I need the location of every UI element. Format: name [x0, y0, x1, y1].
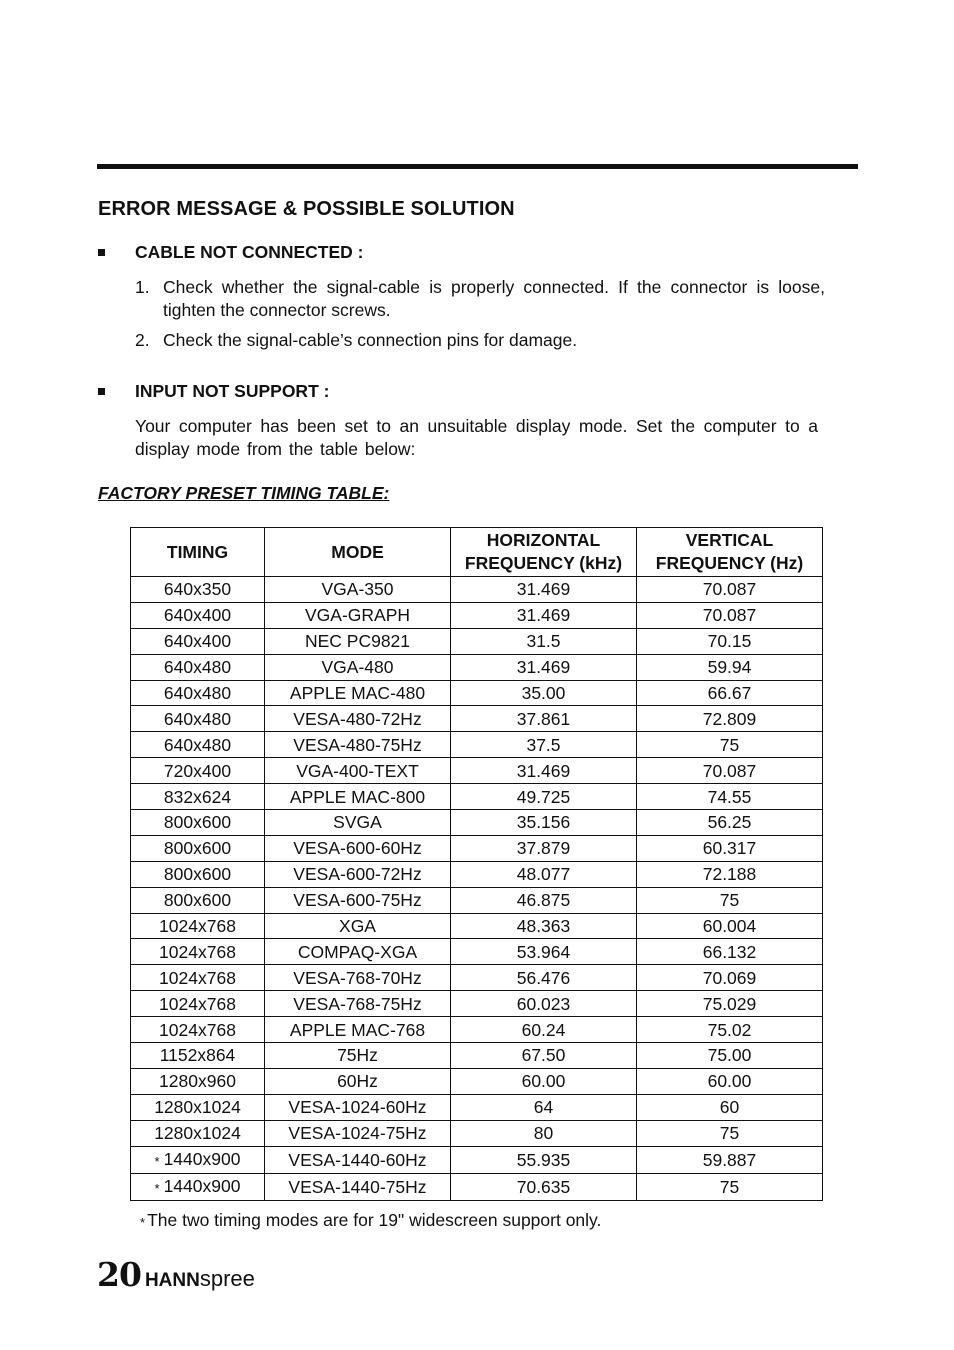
cell-horizontal-frequency: 31.469	[451, 758, 637, 784]
table-row	[131, 732, 823, 758]
timing-value: 832x624	[163, 786, 232, 807]
table-row	[131, 706, 823, 732]
cell-horizontal-frequency: 55.935	[451, 1146, 637, 1173]
footnote	[140, 1210, 601, 1231]
cell-timing	[131, 1173, 265, 1200]
table-row	[131, 680, 823, 706]
asterisk-icon: *	[154, 1180, 160, 1196]
timing-value: 1024x768	[159, 993, 236, 1014]
square-bullet-icon	[98, 388, 105, 395]
cell-mode: COMPAQ-XGA	[265, 939, 451, 965]
table-row	[131, 835, 823, 861]
cell-horizontal-frequency: 70.635	[451, 1173, 637, 1200]
table-row	[131, 577, 823, 603]
input-heading-text: INPUT NOT SUPPORT :	[135, 381, 330, 401]
timing-value: 640x400	[163, 631, 232, 652]
cell-horizontal-frequency: 31.469	[451, 577, 637, 603]
table-row	[131, 861, 823, 887]
timing-value: 1024x768	[159, 916, 236, 937]
timing-value: 640x480	[163, 734, 232, 755]
cell-horizontal-frequency: 35.156	[451, 810, 637, 836]
table-row	[131, 887, 823, 913]
header-vfreq-line1: VERTICAL	[685, 530, 774, 550]
table-row	[131, 965, 823, 991]
cell-horizontal-frequency: 37.861	[451, 706, 637, 732]
cell-mode: APPLE MAC-768	[265, 1017, 451, 1043]
cell-horizontal-frequency: 48.363	[451, 913, 637, 939]
timing-value: 640x480	[163, 708, 232, 729]
cell-mode: VESA-600-60Hz	[265, 835, 451, 861]
cell-horizontal-frequency: 60.24	[451, 1017, 637, 1043]
table-row	[131, 1043, 823, 1069]
cell-horizontal-frequency: 80	[451, 1120, 637, 1146]
table-row	[131, 1146, 823, 1173]
timing-value: 1152x864	[159, 1045, 236, 1066]
step-text: Check whether the signal-cable is properly connected. If the connector is loose, tighten the connector screws.	[163, 277, 825, 320]
cell-mode: 60Hz	[265, 1068, 451, 1094]
timing-value: 1440x900	[163, 1148, 241, 1169]
cell-mode: APPLE MAC-800	[265, 784, 451, 810]
timing-value: 1440x900	[163, 1175, 241, 1196]
timing-value: 800x600	[163, 838, 232, 859]
cell-horizontal-frequency: 31.469	[451, 654, 637, 680]
cell-timing	[131, 1068, 265, 1094]
cell-horizontal-frequency: 37.879	[451, 835, 637, 861]
table-row	[131, 758, 823, 784]
cell-mode: SVGA	[265, 810, 451, 836]
cell-vertical-frequency: 72.809	[637, 706, 823, 732]
table-row	[131, 1094, 823, 1120]
cell-mode: VGA-480	[265, 654, 451, 680]
timing-value: 640x480	[163, 657, 232, 678]
cell-mode: VESA-600-75Hz	[265, 887, 451, 913]
cell-horizontal-frequency: 67.50	[451, 1043, 637, 1069]
cell-timing	[131, 732, 265, 758]
cell-mode: VESA-600-72Hz	[265, 861, 451, 887]
header-hfreq-line1: HORIZONTAL	[486, 530, 601, 550]
cell-vertical-frequency: 59.94	[637, 654, 823, 680]
cell-horizontal-frequency: 49.725	[451, 784, 637, 810]
cell-mode: VESA-480-75Hz	[265, 732, 451, 758]
cell-horizontal-frequency: 56.476	[451, 965, 637, 991]
cell-mode: VESA-1440-60Hz	[265, 1146, 451, 1173]
cell-timing	[131, 577, 265, 603]
table-row	[131, 1173, 823, 1200]
cell-vertical-frequency: 60	[637, 1094, 823, 1120]
step-number: 1.	[135, 277, 150, 297]
cell-vertical-frequency: 70.069	[637, 965, 823, 991]
timing-value: 1280x1024	[154, 1123, 241, 1144]
cell-vertical-frequency: 60.004	[637, 913, 823, 939]
cell-mode: VESA-768-70Hz	[265, 965, 451, 991]
cell-timing	[131, 887, 265, 913]
cell-horizontal-frequency: 53.964	[451, 939, 637, 965]
cell-mode: VGA-GRAPH	[265, 602, 451, 628]
table-row	[131, 1017, 823, 1043]
cell-timing	[131, 939, 265, 965]
cell-timing	[131, 1120, 265, 1146]
cell-timing	[131, 1043, 265, 1069]
footnote-text: The two timing modes are for 19" widescreen support only.	[147, 1210, 602, 1230]
cell-mode: VESA-1024-75Hz	[265, 1120, 451, 1146]
table-row	[131, 628, 823, 654]
brand-logo-bold: HANN	[144, 1270, 200, 1291]
input-not-support-paragraph: Your computer has been set to an unsuitable display mode. Set the computer to a display mode from the table below:	[135, 416, 818, 459]
cell-vertical-frequency: 72.188	[637, 861, 823, 887]
section-title: ERROR MESSAGE & POSSIBLE SOLUTION	[98, 198, 515, 220]
cell-vertical-frequency: 75	[637, 732, 823, 758]
cell-timing	[131, 913, 265, 939]
header-timing: TIMING	[131, 528, 265, 577]
step-text: Check the signal-cable’s connection pins for damage.	[163, 330, 578, 350]
cell-timing	[131, 628, 265, 654]
header-vertical-frequency	[637, 528, 823, 577]
cell-vertical-frequency: 70.15	[637, 628, 823, 654]
header-hfreq-line2: FREQUENCY (kHz)	[464, 553, 623, 573]
table-header-row	[131, 528, 823, 577]
cable-step-2	[135, 329, 825, 352]
cell-mode: NEC PC9821	[265, 628, 451, 654]
cell-timing	[131, 991, 265, 1017]
timing-value: 640x350	[163, 579, 232, 600]
cell-timing	[131, 758, 265, 784]
timing-value: 1024x768	[159, 941, 236, 962]
table-row	[131, 784, 823, 810]
cell-vertical-frequency: 66.67	[637, 680, 823, 706]
cell-timing	[131, 1017, 265, 1043]
table-row	[131, 602, 823, 628]
cell-horizontal-frequency: 48.077	[451, 861, 637, 887]
cell-timing	[131, 861, 265, 887]
timing-value: 1280x960	[159, 1071, 236, 1092]
cell-horizontal-frequency: 60.00	[451, 1068, 637, 1094]
header-vfreq-line2: FREQUENCY (Hz)	[655, 553, 804, 573]
cell-mode: VGA-400-TEXT	[265, 758, 451, 784]
cell-horizontal-frequency: 31.469	[451, 602, 637, 628]
table-row	[131, 654, 823, 680]
cell-timing	[131, 680, 265, 706]
table-row	[131, 1068, 823, 1094]
cell-timing	[131, 965, 265, 991]
timing-value: 800x600	[163, 864, 232, 885]
page-number: 20	[97, 1255, 141, 1294]
timing-value: 1024x768	[159, 967, 236, 988]
table-body	[131, 577, 823, 1201]
cell-mode: VESA-1024-60Hz	[265, 1094, 451, 1120]
timing-value: 800x600	[163, 890, 232, 911]
brand-logo-light: spree	[199, 1266, 255, 1291]
cell-timing	[131, 1094, 265, 1120]
cell-vertical-frequency: 75.02	[637, 1017, 823, 1043]
cell-vertical-frequency: 75	[637, 1173, 823, 1200]
cell-timing	[131, 784, 265, 810]
page-footer	[97, 1255, 255, 1295]
top-divider	[97, 164, 858, 169]
table-row	[131, 939, 823, 965]
cell-timing	[131, 1146, 265, 1173]
cell-mode: VGA-350	[265, 577, 451, 603]
cell-timing	[131, 602, 265, 628]
cell-vertical-frequency: 70.087	[637, 577, 823, 603]
cell-vertical-frequency: 75.029	[637, 991, 823, 1017]
cell-timing	[131, 810, 265, 836]
cell-horizontal-frequency: 60.023	[451, 991, 637, 1017]
cell-vertical-frequency: 60.00	[637, 1068, 823, 1094]
square-bullet-icon	[98, 249, 105, 256]
header-horizontal-frequency	[451, 528, 637, 577]
cell-horizontal-frequency: 64	[451, 1094, 637, 1120]
cell-vertical-frequency: 70.087	[637, 758, 823, 784]
cell-vertical-frequency: 66.132	[637, 939, 823, 965]
cell-horizontal-frequency: 35.00	[451, 680, 637, 706]
cable-step-1	[135, 276, 825, 322]
table-row	[131, 991, 823, 1017]
factory-preset-timing-table	[130, 527, 823, 1201]
cell-horizontal-frequency: 46.875	[451, 887, 637, 913]
cell-mode: VESA-1440-75Hz	[265, 1173, 451, 1200]
cell-timing	[131, 706, 265, 732]
timing-value: 720x400	[163, 760, 232, 781]
table-row	[131, 913, 823, 939]
cell-horizontal-frequency: 37.5	[451, 732, 637, 758]
timing-value: 800x600	[163, 812, 232, 833]
cell-mode: APPLE MAC-480	[265, 680, 451, 706]
table-caption: FACTORY PRESET TIMING TABLE:	[98, 483, 390, 503]
cell-vertical-frequency: 59.887	[637, 1146, 823, 1173]
cell-vertical-frequency: 74.55	[637, 784, 823, 810]
step-number: 2.	[135, 330, 150, 350]
timing-value: 640x480	[163, 683, 232, 703]
cell-vertical-frequency: 75	[637, 887, 823, 913]
cell-mode: VESA-768-75Hz	[265, 991, 451, 1017]
cell-vertical-frequency: 56.25	[637, 810, 823, 836]
cell-mode: VESA-480-72Hz	[265, 706, 451, 732]
table-row	[131, 1120, 823, 1146]
table-row	[131, 810, 823, 836]
cell-mode: XGA	[265, 913, 451, 939]
asterisk-icon: *	[140, 1215, 146, 1230]
cell-vertical-frequency: 75.00	[637, 1043, 823, 1069]
cell-timing	[131, 835, 265, 861]
cell-timing	[131, 654, 265, 680]
cell-mode: 75Hz	[265, 1043, 451, 1069]
cable-heading-text: CABLE NOT CONNECTED :	[135, 242, 364, 262]
cell-vertical-frequency: 60.317	[637, 835, 823, 861]
header-mode: MODE	[265, 528, 451, 577]
timing-value: 1024x768	[159, 1019, 236, 1040]
timing-value: 1280x1024	[154, 1097, 241, 1118]
cell-vertical-frequency: 70.087	[637, 602, 823, 628]
cell-vertical-frequency: 75	[637, 1120, 823, 1146]
timing-value: 640x400	[163, 605, 232, 626]
cell-horizontal-frequency: 31.5	[451, 628, 637, 654]
asterisk-icon: *	[154, 1153, 160, 1169]
